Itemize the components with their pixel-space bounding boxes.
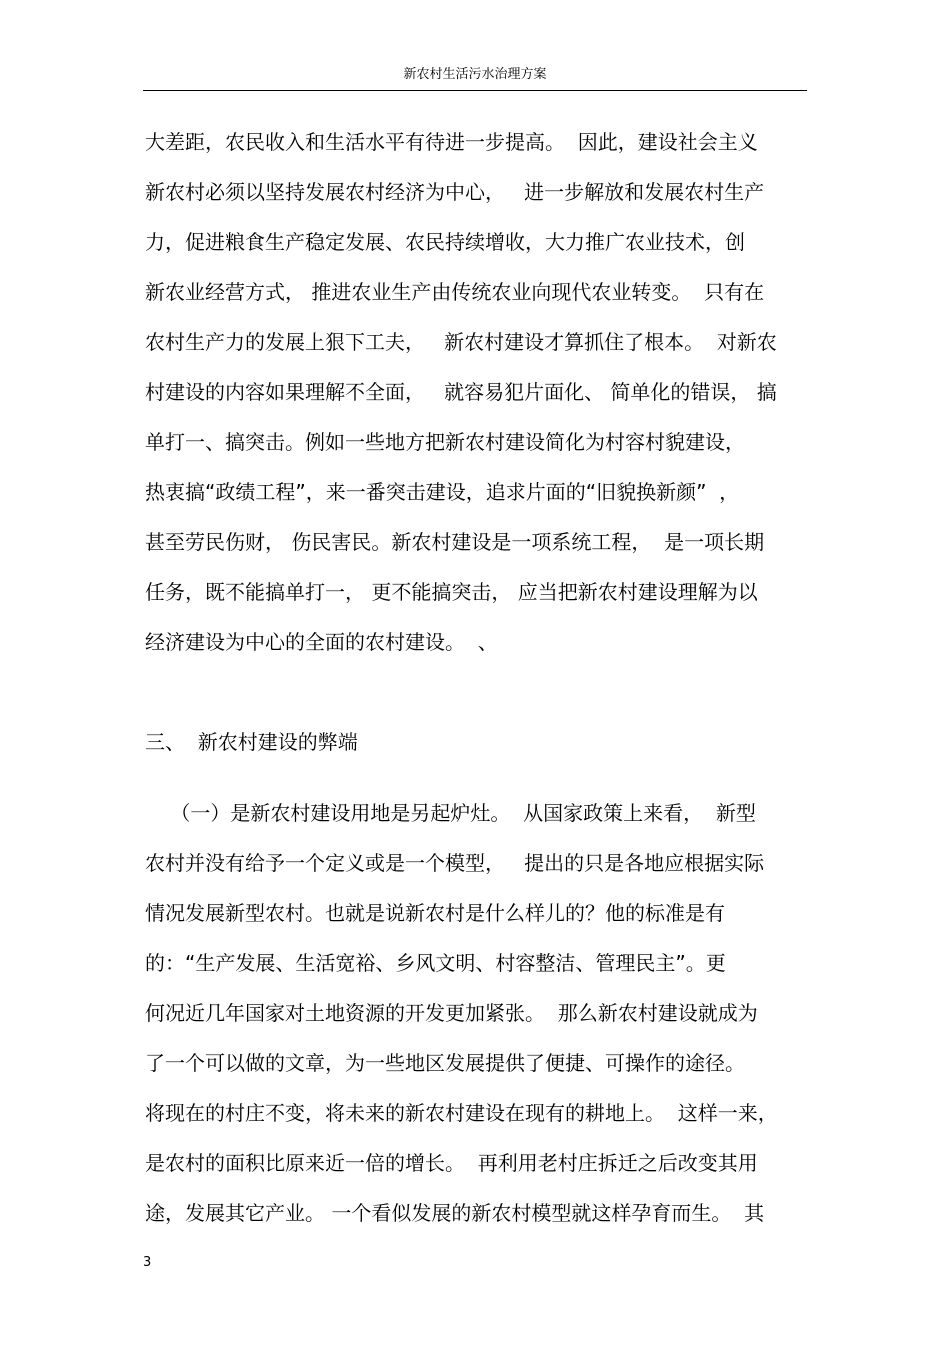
paragraph-line: 经济建设为中心的全面的农村建设。 、	[145, 630, 498, 654]
paragraph-line: 单打一、搞突击。例如一些地方把新农村建设简化为村容村貌建设，	[145, 430, 745, 454]
paragraph-line: 热衷搞“政绩工程”，来一番突击建设，追求片面的“旧貌换新颜” ，	[145, 480, 740, 504]
paragraph-line: 任务，既不能搞单打一， 更不能搞突击， 应当把新农村建设理解为以	[145, 580, 758, 604]
paragraph-line: 新农村必须以坚持发展农村经济为中心， 进一步解放和发展农村生产	[145, 180, 765, 204]
paragraph-line: 是农村的面积比原来近一倍的增长。 再利用老村庄拆迁之后改变其用	[145, 1151, 758, 1175]
page-number: 3	[143, 1255, 152, 1270]
paragraph-line: 农村生产力的发展上狠下工夫， 新农村建设才算抓住了根本。 对新农	[145, 330, 777, 354]
paragraph-line: 的：“生产发展、生活宽裕、乡风文明、村容整洁、管理民主”。更	[145, 951, 726, 975]
paragraph-line: 途，发展其它产业。 一个看似发展的新农村模型就这样孕育而生。 其	[145, 1201, 765, 1225]
paragraph-line: 了一个可以做的文章，为一些地区发展提供了便捷、可操作的途径。	[145, 1051, 745, 1075]
paragraph-line: 村建设的内容如果理解不全面， 就容易犯片面化、 简单化的错误， 搞	[145, 380, 777, 404]
header-rule	[143, 90, 807, 91]
section-heading: 三、 新农村建设的弊端	[145, 730, 358, 754]
paragraph-line: 何况近几年国家对土地资源的开发更加紧张。 那么新农村建设就成为	[145, 1001, 758, 1025]
paragraph-line: 甚至劳民伤财， 伤民害民。新农村建设是一项系统工程， 是一项长期	[145, 530, 765, 554]
paragraph-line: 将现在的村庄不变，将未来的新农村建设在现有的耕地上。 这样一来，	[145, 1101, 778, 1125]
paragraph-line: 情况发展新型农村。也就是说新农村是什么样儿的？他的标准是有	[145, 901, 725, 925]
paragraph-line: （一）是新农村建设用地是另起炉灶。 从国家政策上来看， 新型	[145, 801, 756, 825]
paragraph-line: 力，促进粮食生产稳定发展、农民持续增收，大力推广农业技术，创	[145, 230, 745, 254]
paragraph-line: 大差距，农民收入和生活水平有待进一步提高。 因此，建设社会主义	[145, 130, 758, 154]
paragraph-line: 农村并没有给予一个定义或是一个模型， 提出的只是各地应根据实际	[145, 851, 765, 875]
running-header: 新农村生活污水治理方案	[403, 67, 547, 82]
paragraph-line: 新农业经营方式， 推进农业生产由传统农业向现代农业转变。 只有在	[145, 280, 765, 304]
